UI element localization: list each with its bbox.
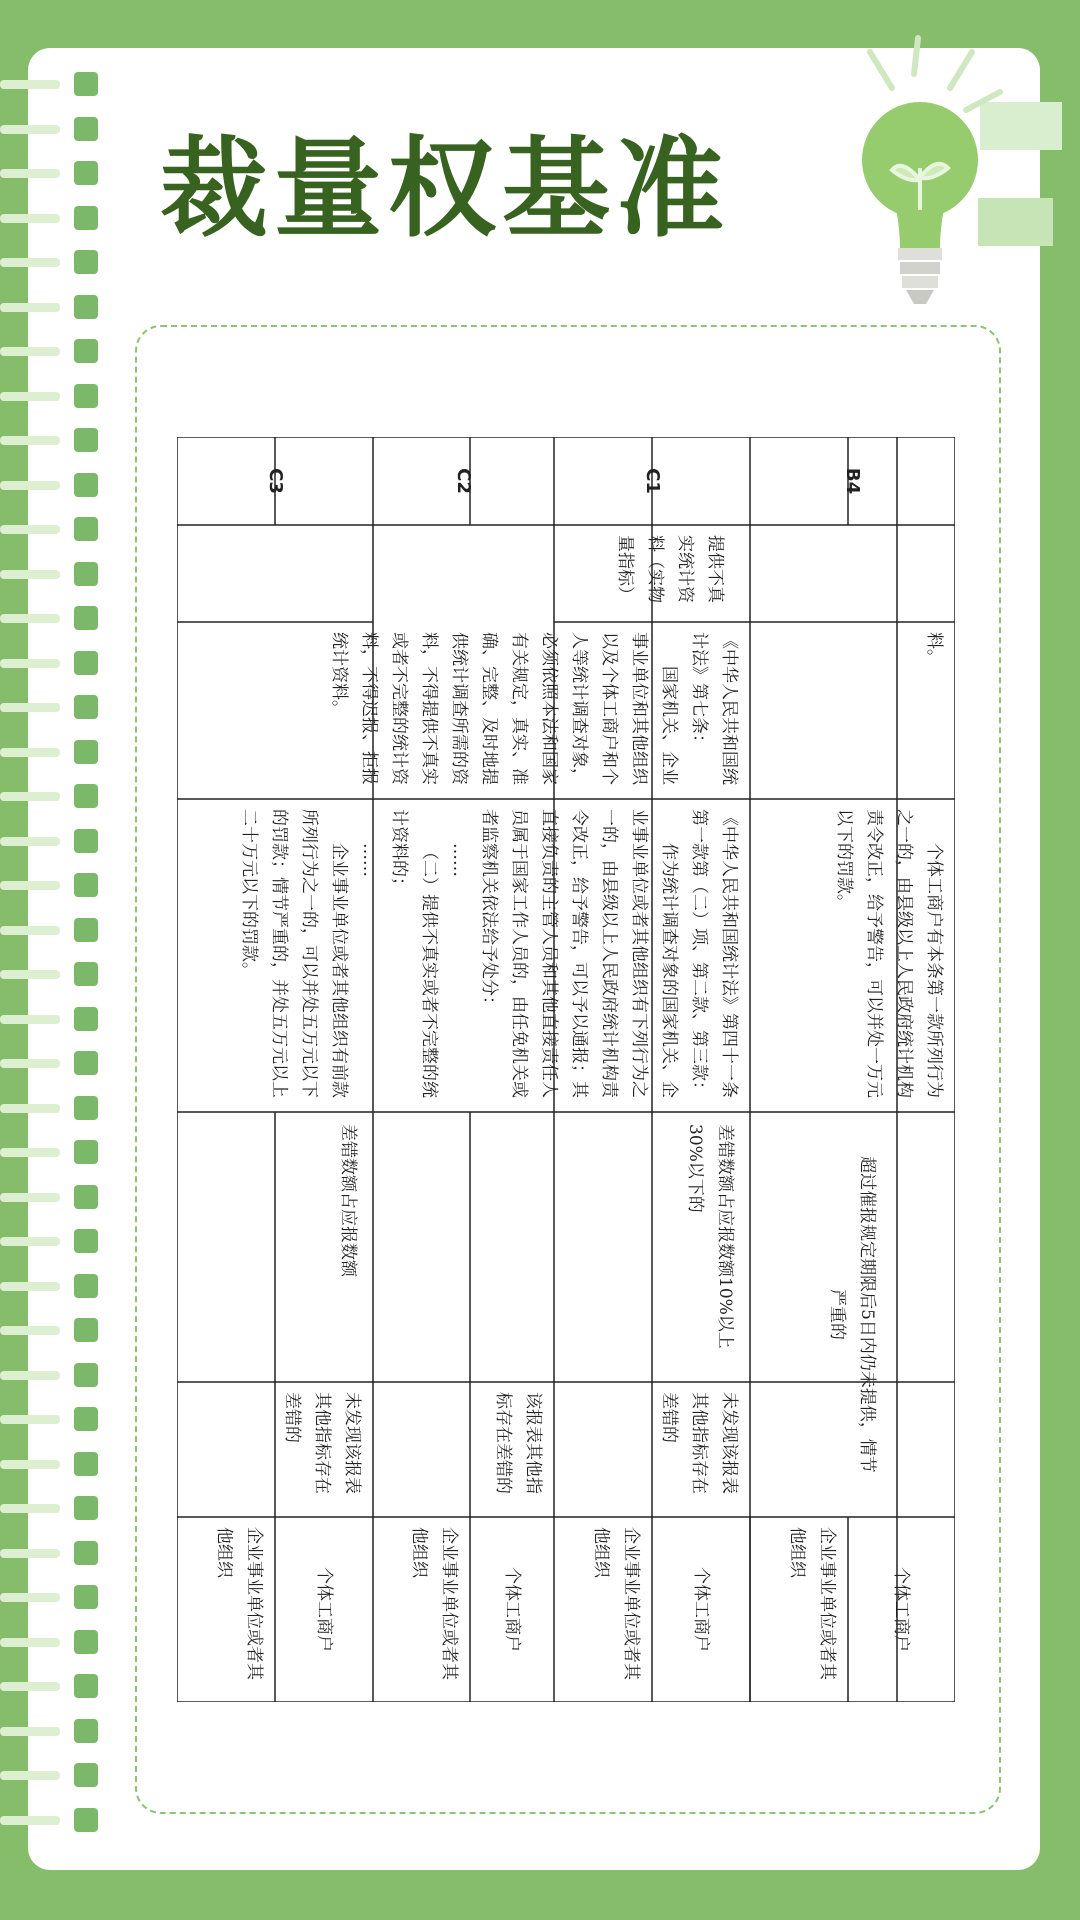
spiral-ring — [0, 1183, 100, 1211]
spiral-ring — [0, 1628, 100, 1656]
penalty-basis-title: 《中华人民共和国统计法》第四十一条第一款第（二）项、第二款、第三款： — [689, 809, 739, 1098]
subject-individual: 个体工商户 — [891, 1567, 912, 1652]
spiral-ring — [0, 1806, 100, 1834]
c3-sub-circumstance: 未发现该报表其他指标存在差错的 — [282, 1392, 362, 1494]
spiral-ring — [0, 1450, 100, 1478]
penalty-basis — [177, 799, 750, 1112]
subject-individual: 个体工商户 — [691, 1567, 711, 1652]
spiral-ring — [0, 515, 100, 543]
subject-enterprise: 企业事业单位或者其他组织 — [214, 1527, 264, 1680]
spiral-ring — [0, 693, 100, 721]
subject-enterprise: 企业事业单位或者其他组织 — [787, 1527, 837, 1680]
spiral-binding-icon — [0, 70, 100, 1850]
penalty-basis-ellipsis: …… — [449, 843, 469, 877]
b4-penalty-basis-text: 个体工商户有本条第一款所列行为之一的，由县级以上人民政府统计机构责令改正，给予警告，可以并处一万元以下的罚款。 — [834, 809, 944, 1098]
spiral-ring — [0, 1539, 100, 1567]
spiral-ring — [0, 1049, 100, 1077]
spiral-ring — [0, 115, 100, 143]
spiral-ring — [0, 960, 100, 988]
spiral-ring — [0, 916, 100, 944]
b4-penalty-basis — [750, 799, 955, 1112]
b4-circumstance: 超过催报规定期限后5日内仍未提供，情节严重的 — [827, 1156, 878, 1473]
spiral-ring — [0, 159, 100, 187]
spiral-ring — [0, 382, 100, 410]
spiral-ring — [0, 426, 100, 454]
subject-enterprise: 企业事业单位或者其他组织 — [591, 1527, 641, 1680]
spiral-ring — [0, 1494, 100, 1522]
spiral-ring — [0, 1583, 100, 1611]
c12-circumstance: 差错数额占应报数额10%以上30%以下的 — [685, 1124, 735, 1349]
spiral-ring — [0, 827, 100, 855]
subject-individual: 个体工商户 — [314, 1567, 334, 1652]
spiral-ring — [0, 70, 100, 98]
spiral-ring — [0, 1361, 100, 1389]
penalty-basis-paragraph: 企业事业单位或者其他组织有前款所列行为之一的，可以并处五万元以下的罚款；情节严重的，并处五万元以上二十万元以下的罚款。 — [239, 809, 349, 1098]
spiral-ring — [0, 471, 100, 499]
legal-basis — [177, 622, 750, 799]
spiral-ring — [0, 1005, 100, 1033]
legal-basis-title: 《中华人民共和国统计法》第七条： — [689, 632, 739, 785]
b4-basis-tail: 料。 — [924, 632, 944, 666]
spiral-ring — [0, 293, 100, 321]
subject-individual: 个体工商户 — [502, 1567, 522, 1652]
legal-basis-text: 国家机关、企业事业单位和其他组织以及个体工商户和个人等统计调查对象，必须依照本法和国家有关规定，真实、准确、完整、及时地提供统计调查所需的资料，不得提供不真实或者不完整的统计资料，不得迟报、拒报统计资料。 — [329, 632, 679, 785]
page-title: 裁量权基准 — [160, 127, 731, 252]
violation-behavior: 提供不真实统计资料（实物量指标） — [615, 535, 725, 603]
penalty-basis-item: （二）提供不真实或者不完整的统计资料的； — [389, 809, 439, 1098]
spiral-ring — [0, 604, 100, 632]
spiral-ring — [0, 1405, 100, 1433]
spiral-ring — [0, 782, 100, 810]
level-code-b4: B4 — [842, 467, 864, 495]
spiral-ring — [0, 204, 100, 232]
spiral-ring — [0, 738, 100, 766]
spiral-ring — [0, 1761, 100, 1789]
spiral-ring — [0, 248, 100, 276]
c2-sub-circumstance: 该报表其他指标存在差错的 — [493, 1392, 543, 1494]
penalty-basis-ellipsis: …… — [359, 843, 379, 877]
penalty-basis-clause: 作为统计调查对象的国家机关、企业事业单位或者其他组织有下列行为之一的，由县级以上人民政府统计机构责令改正，给予警告，可以予以通报；其直接负责的主管人员和其他直接责任人员属于国家工作人员的，由任免机关或者监察机关依法给予处分： — [479, 809, 679, 1098]
spiral-ring — [0, 1138, 100, 1166]
level-code-c1: C1 — [642, 468, 663, 494]
c3-circumstance: 差错数额占应报数额 — [338, 1124, 358, 1277]
level-code-c3: C3 — [265, 468, 286, 494]
spiral-ring — [0, 871, 100, 899]
level-code-c2: C2 — [453, 468, 475, 494]
spiral-ring — [0, 1227, 100, 1255]
spiral-ring — [0, 1272, 100, 1300]
spiral-ring — [0, 560, 100, 588]
spiral-ring — [0, 337, 100, 365]
subject-enterprise: 企业事业单位或者其他组织 — [409, 1527, 459, 1680]
spiral-ring — [0, 649, 100, 677]
spiral-ring — [0, 1094, 100, 1122]
lightbulb-icon — [850, 30, 1070, 330]
spiral-ring — [0, 1316, 100, 1344]
spiral-ring — [0, 1717, 100, 1745]
c1-sub-circumstance: 未发现该报表其他指标存在差错的 — [659, 1392, 739, 1494]
penalty-table — [177, 437, 955, 1702]
spiral-ring — [0, 1672, 100, 1700]
